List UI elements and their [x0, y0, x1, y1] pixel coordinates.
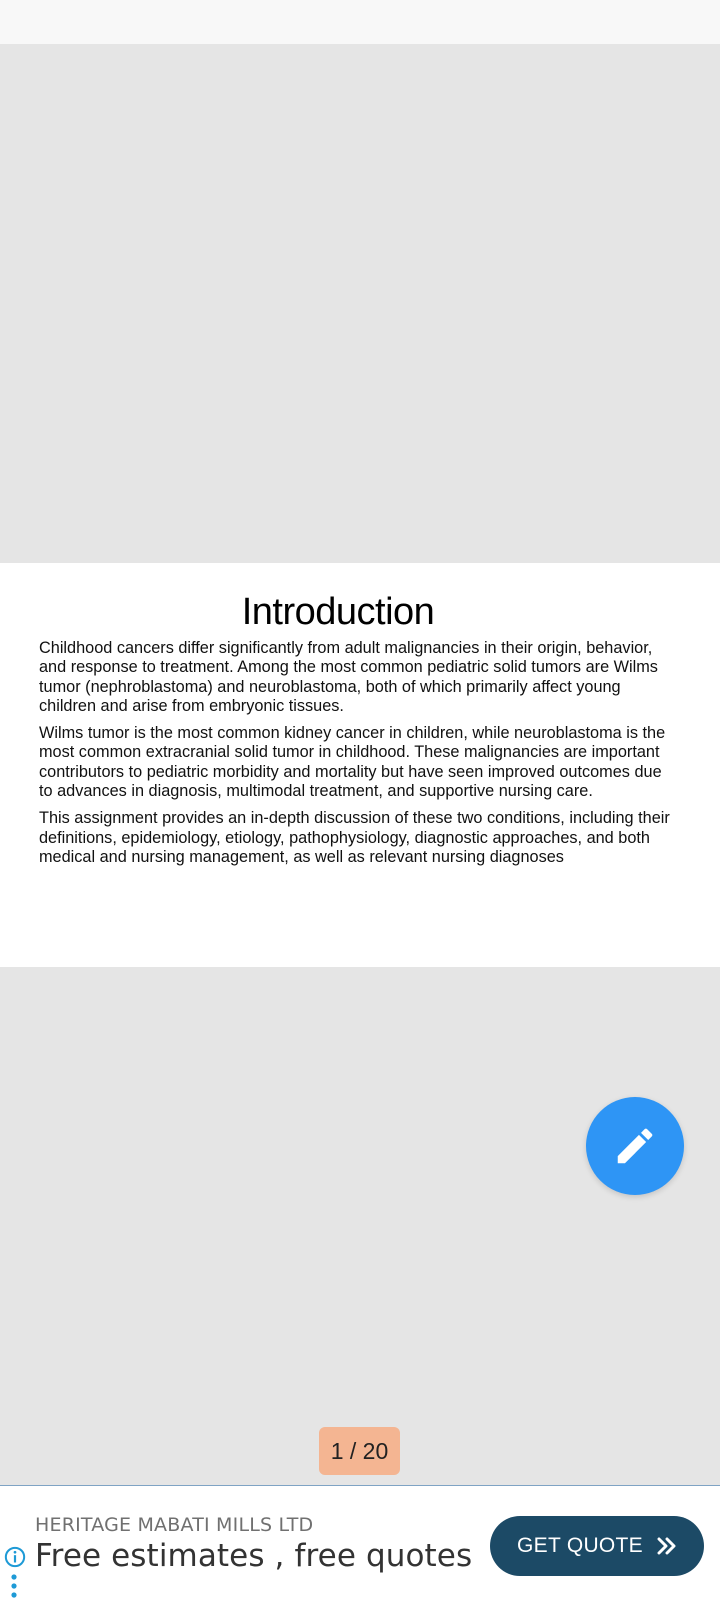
- paragraph: Childhood cancers differ significantly from adult malignancies in their origin, behavior, and response to treatment. Among the most common pediatric solid tumors are Wilms tumor (nephroblastoma) and neuroblastoma, both of which primarily affect young children and arise from embryonic tissues.: [39, 639, 658, 715]
- viewer-background-bottom: [0, 967, 720, 1485]
- document-page: [0, 563, 720, 967]
- ad-headline[interactable]: Free estimates , free quotes: [35, 1538, 473, 1574]
- pencil-icon: [612, 1123, 658, 1169]
- page-body: [39, 639, 679, 875]
- page-title: Introduction: [241, 591, 435, 633]
- get-quote-label: GET QUOTE: [517, 1534, 643, 1557]
- more-vert-icon[interactable]: [10, 1573, 18, 1600]
- top-bar: [0, 0, 720, 44]
- paragraph: Wilms tumor is the most common kidney cancer in children, while neuroblastoma is the most common extracranial solid tumor in childhood. These malignancies are important contributors to pediatric morbidity and mortality but have seen improved outcomes due to advances in diagnosis, multimodal treatment, and supportive nursing care.: [39, 724, 666, 801]
- page-indicator: 1 / 20: [319, 1427, 400, 1475]
- ad-company-name: HERITAGE MABATI MILLS LTD: [35, 1514, 314, 1536]
- info-icon[interactable]: [4, 1546, 26, 1568]
- ad-banner[interactable]: [0, 1485, 720, 1600]
- get-quote-button[interactable]: [490, 1516, 704, 1576]
- viewer-background-top: [0, 44, 720, 563]
- paragraph: This assignment provides an in-depth discussion of these two conditions, including their definitions, epidemiology, etiology, pathophysiology, diagnostic approaches, and both medical and nursing management, as well as relevant nursing diagnoses: [39, 809, 670, 866]
- edit-fab-button[interactable]: [586, 1097, 684, 1195]
- double-chevron-right-icon: [657, 1537, 677, 1555]
